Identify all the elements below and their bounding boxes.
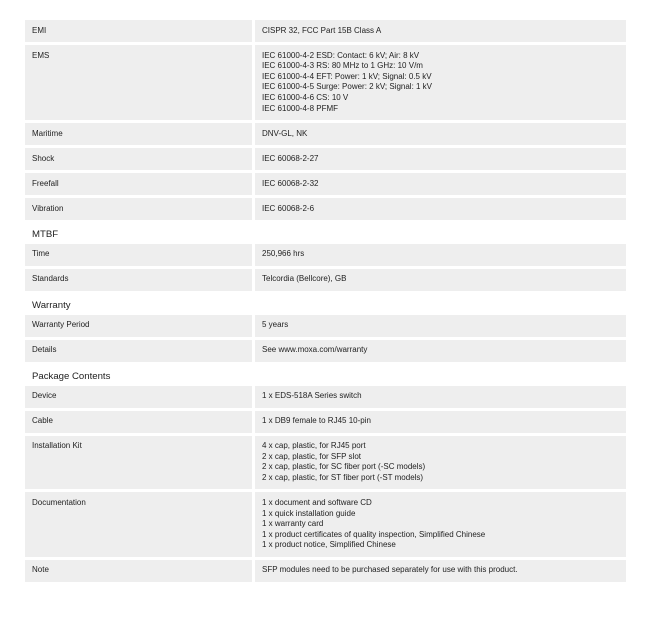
- row-label: Installation Kit: [25, 436, 252, 490]
- row-value: [255, 173, 626, 195]
- value-line: Telcordia (Bellcore), GB: [262, 274, 347, 284]
- table-row: [25, 123, 626, 145]
- row-label: Details: [25, 340, 252, 362]
- table-row: [25, 315, 626, 337]
- section-heading: Package Contents: [32, 370, 111, 382]
- row-value: [255, 244, 626, 266]
- value-line: 1 x EDS-518A Series switch: [262, 391, 362, 401]
- value-line: IEC 60068-2-32: [262, 178, 319, 188]
- row-value: [255, 315, 626, 337]
- table-row: [25, 173, 626, 195]
- value-line: 1 x quick installation guide: [262, 508, 356, 518]
- row-label: Note: [25, 560, 252, 582]
- section-heading: Warranty: [32, 299, 71, 311]
- row-label: Documentation: [25, 492, 252, 556]
- row-value: [255, 148, 626, 170]
- value-line: IEC 61000-4-8 PFMF: [262, 103, 339, 113]
- row-value: [255, 198, 626, 220]
- table-row: [25, 492, 626, 556]
- table-row: [25, 198, 626, 220]
- row-label: Standards: [25, 269, 252, 291]
- value-line: 2 x cap, plastic, for SFP slot: [262, 451, 362, 461]
- section-heading: MTBF: [32, 228, 59, 240]
- table-row: [25, 20, 626, 42]
- table-row: [25, 386, 626, 408]
- table-row: [25, 560, 626, 582]
- row-value: [255, 45, 626, 120]
- value-line: 1 x product certificates of quality inspection, Simplified Chinese: [262, 529, 486, 539]
- value-line: IEC 61000-4-4 EFT: Power: 1 kV; Signal: 0.5 kV: [262, 71, 432, 81]
- value-line: 1 x DB9 female to RJ45 10-pin: [262, 416, 371, 426]
- row-value: [255, 411, 626, 433]
- value-line: 1 x warranty card: [262, 519, 324, 529]
- value-line: IEC 60068-2-27: [262, 153, 319, 163]
- row-value: [255, 386, 626, 408]
- specifications-table: [25, 20, 626, 585]
- value-line: 2 x cap, plastic, for ST fiber port (-ST models): [262, 473, 424, 483]
- row-value: [255, 269, 626, 291]
- table-row: [25, 244, 626, 266]
- value-line: DNV-GL, NK: [262, 128, 308, 138]
- value-line: IEC 61000-4-5 Surge: Power: 2 kV; Signal: 1 kV: [262, 82, 433, 92]
- value-line: 4 x cap, plastic, for RJ45 port: [262, 441, 366, 451]
- row-label: Maritime: [25, 123, 252, 145]
- row-value: [255, 560, 626, 582]
- row-label: EMS: [25, 45, 252, 120]
- row-value: [255, 123, 626, 145]
- value-line: IEC 61000-4-6 CS: 10 V: [262, 93, 349, 103]
- value-line: 5 years: [262, 320, 289, 330]
- row-label: EMI: [25, 20, 252, 42]
- row-label: Vibration: [25, 198, 252, 220]
- row-label: Shock: [25, 148, 252, 170]
- row-value: [255, 492, 626, 556]
- value-line: IEC 61000-4-2 ESD: Contact: 6 kV; Air: 8 kV: [262, 50, 420, 60]
- value-line: 250,966 hrs: [262, 249, 305, 259]
- row-label: Freefall: [25, 173, 252, 195]
- row-label: Time: [25, 244, 252, 266]
- row-value: [255, 20, 626, 42]
- row-value: [255, 340, 626, 362]
- row-label: Device: [25, 386, 252, 408]
- table-row: [25, 436, 626, 490]
- value-line: 1 x product notice, Simplified Chinese: [262, 540, 396, 550]
- table-row: [25, 340, 626, 362]
- value-line: 1 x document and software CD: [262, 498, 372, 508]
- value-line: IEC 60068-2-6: [262, 203, 315, 213]
- table-row: [25, 269, 626, 291]
- value-line: See www.moxa.com/warranty: [262, 345, 368, 355]
- table-row: [25, 45, 626, 120]
- table-row: [25, 411, 626, 433]
- value-line: IEC 61000-4-3 RS: 80 MHz to 1 GHz: 10 V/m: [262, 61, 423, 71]
- value-line: SFP modules need to be purchased separately for use with this product.: [262, 565, 518, 575]
- value-line: 2 x cap, plastic, for SC fiber port (-SC models): [262, 462, 426, 472]
- row-label: Cable: [25, 411, 252, 433]
- row-value: [255, 436, 626, 490]
- row-label: Warranty Period: [25, 315, 252, 337]
- value-line: CISPR 32, FCC Part 15B Class A: [262, 25, 382, 35]
- table-row: [25, 148, 626, 170]
